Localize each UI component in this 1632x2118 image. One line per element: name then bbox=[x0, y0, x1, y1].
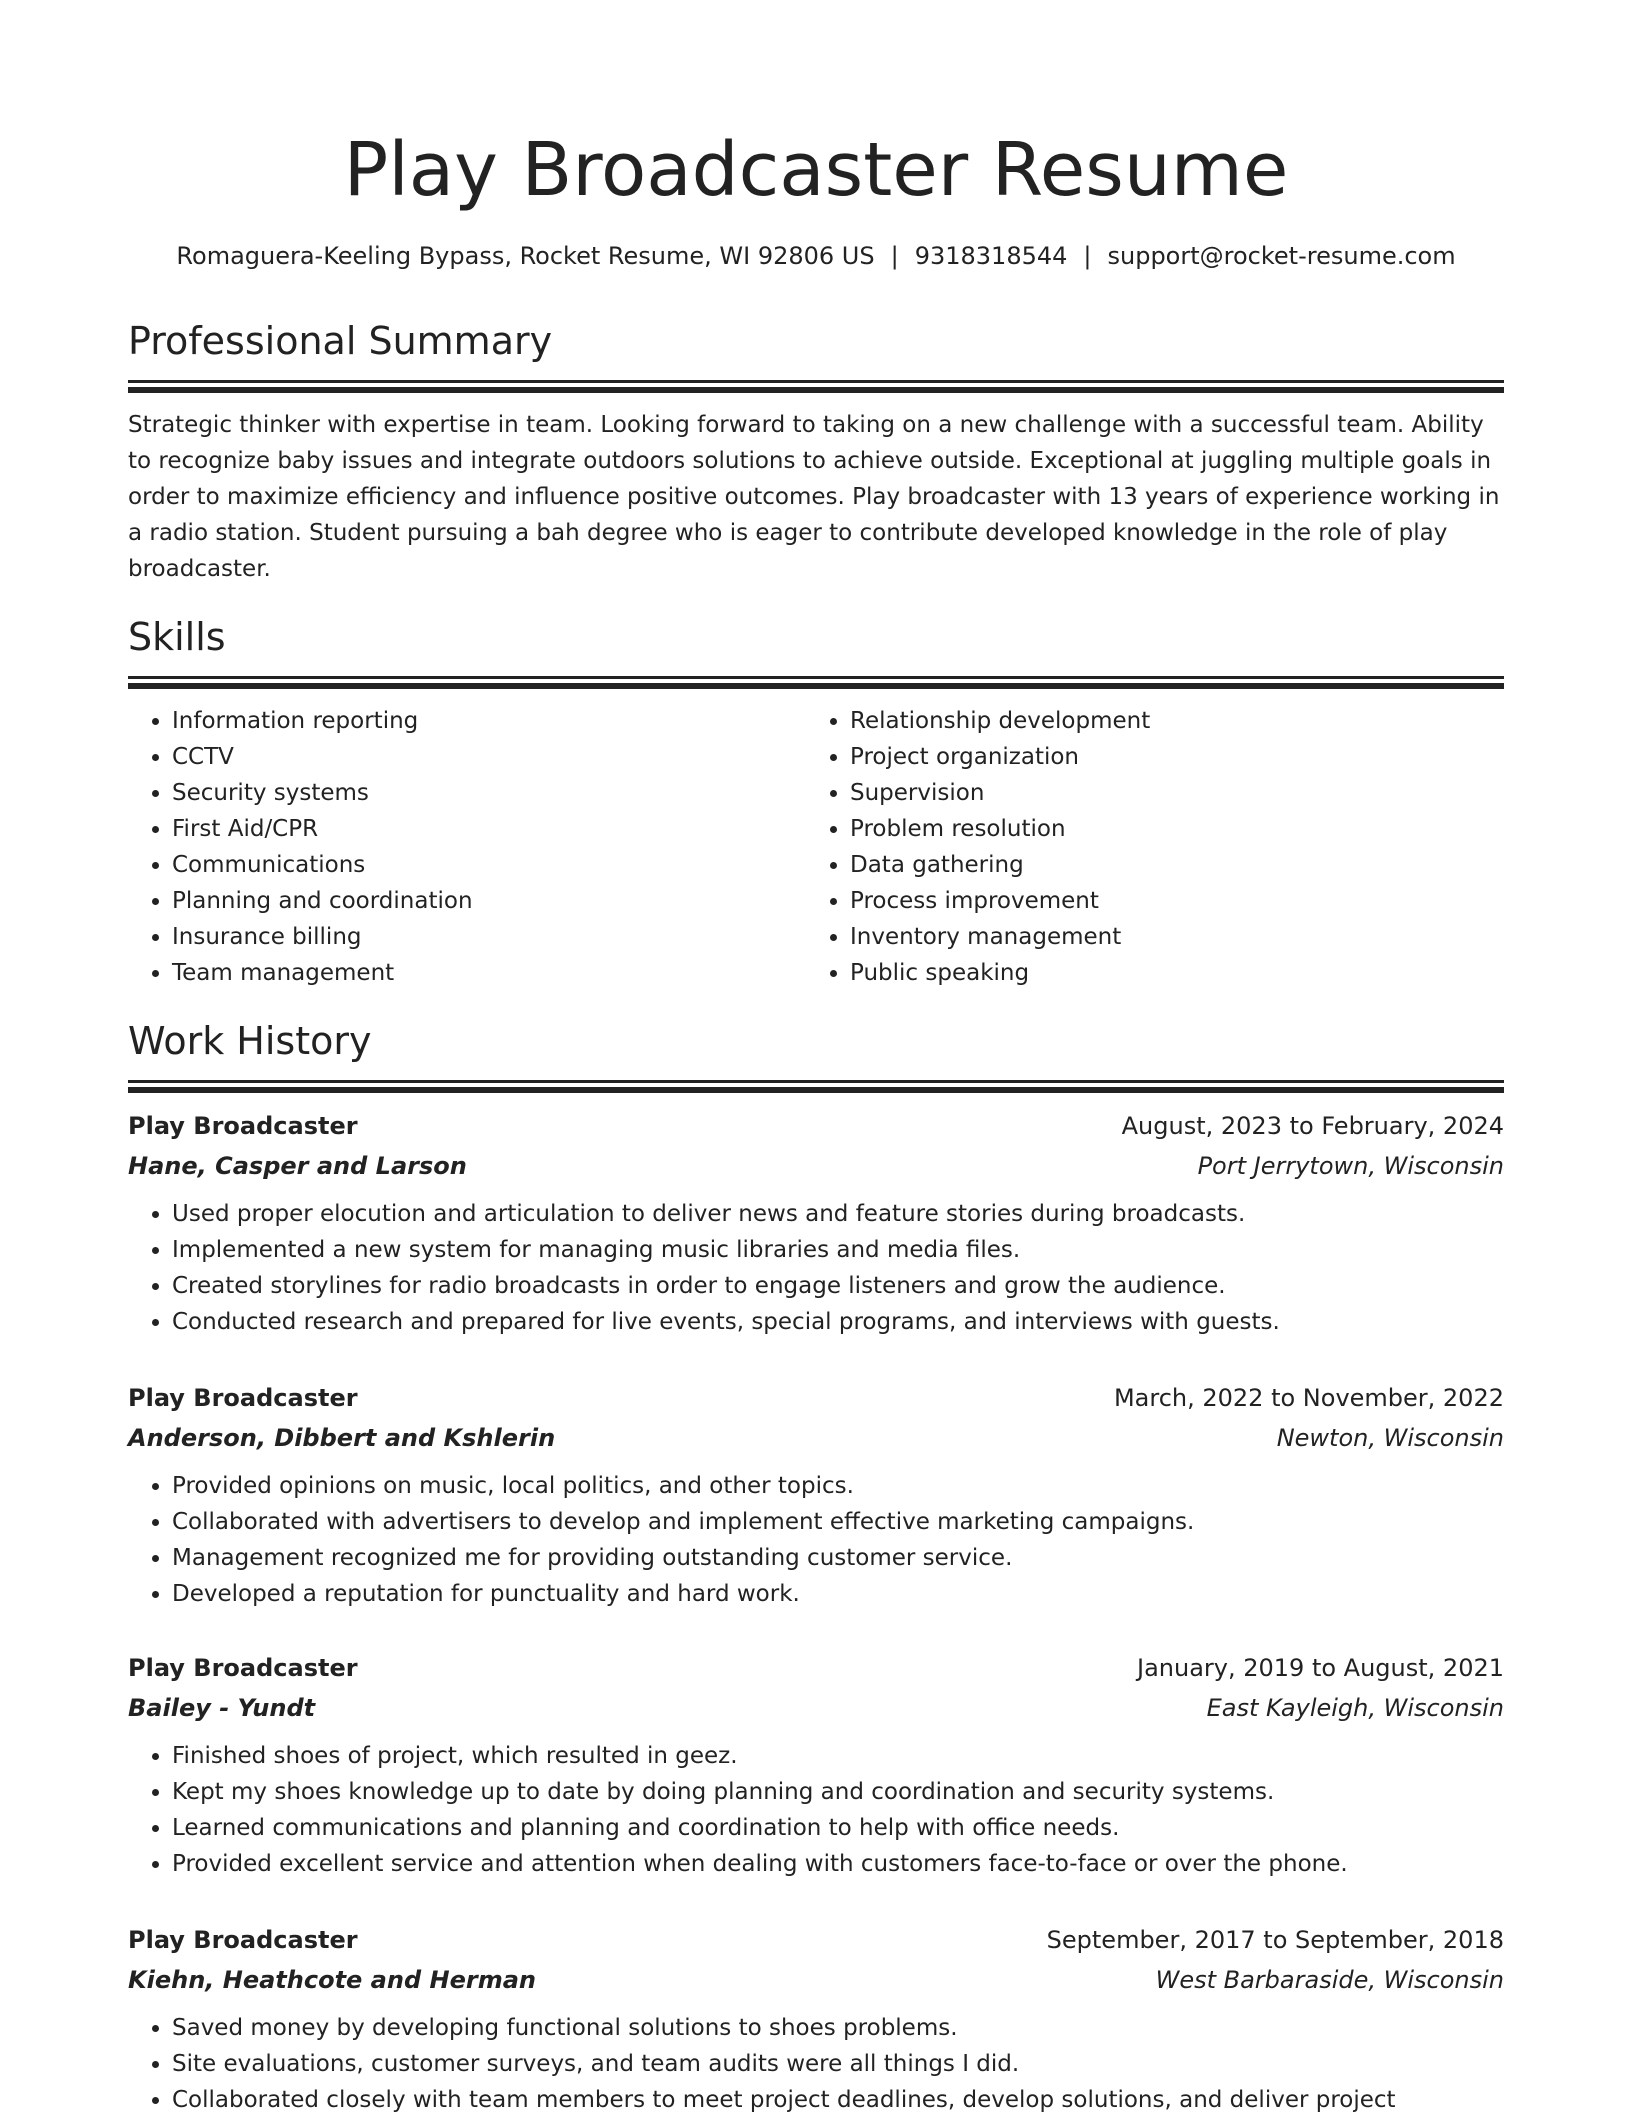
skill-item: • Public speaking bbox=[850, 955, 1484, 991]
job-title: Play Broadcaster bbox=[128, 1384, 358, 1412]
skill-item: • Team management bbox=[172, 955, 806, 991]
summary-heading: Professional Summary bbox=[128, 319, 553, 363]
skill-item: • Process improvement bbox=[850, 883, 1484, 919]
section-divider bbox=[128, 380, 1504, 383]
job-entry bbox=[128, 1648, 1504, 1882]
section-divider bbox=[128, 1080, 1504, 1083]
skill-item: • Relationship development bbox=[850, 703, 1484, 739]
job-location: Port Jerrytown, Wisconsin bbox=[1197, 1152, 1504, 1180]
job-subheader-row bbox=[128, 1418, 1504, 1458]
job-location: East Kayleigh, Wisconsin bbox=[1206, 1694, 1504, 1722]
skill-item: • Problem resolution bbox=[850, 811, 1484, 847]
skills-columns bbox=[128, 703, 1504, 991]
skill-item: • First Aid/CPR bbox=[172, 811, 806, 847]
job-bullet: • Kept my shoes knowledge up to date by doing planning and coordination and security systems. bbox=[172, 1774, 1504, 1810]
job-company: Anderson, Dibbert and Kshlerin bbox=[128, 1424, 556, 1452]
job-entry bbox=[128, 1106, 1504, 1340]
contact-email: support@rocket-resume.com bbox=[1107, 242, 1456, 270]
job-bullet: • Site evaluations, customer surveys, and team audits were all things I did. bbox=[172, 2046, 1504, 2082]
job-location: Newton, Wisconsin bbox=[1276, 1424, 1504, 1452]
job-bullet: • Provided opinions on music, local politics, and other topics. bbox=[172, 1468, 1504, 1504]
contact-phone: 9318318544 bbox=[914, 242, 1068, 270]
job-bullets bbox=[128, 1196, 1504, 1340]
job-bullet: • Learned communications and planning and coordination to help with office needs. bbox=[172, 1810, 1504, 1846]
skill-item: • Communications bbox=[172, 847, 806, 883]
skills-right-list bbox=[806, 703, 1484, 991]
job-bullets bbox=[128, 1738, 1504, 1882]
job-location: West Barbaraside, Wisconsin bbox=[1155, 1966, 1504, 1994]
skill-item: • Insurance billing bbox=[172, 919, 806, 955]
job-subheader-row bbox=[128, 1960, 1504, 2000]
job-bullet: • Collaborated closely with team members to meet project deadlines, develop solutions, and deliver project bbox=[172, 2082, 1504, 2118]
skill-item: • Project organization bbox=[850, 739, 1484, 775]
skill-item: • Supervision bbox=[850, 775, 1484, 811]
job-dates: September, 2017 to September, 2018 bbox=[1046, 1926, 1504, 1954]
job-dates: August, 2023 to February, 2024 bbox=[1121, 1112, 1504, 1140]
job-header-row bbox=[128, 1920, 1504, 1960]
job-dates: January, 2019 to August, 2021 bbox=[1137, 1654, 1504, 1682]
section-divider bbox=[128, 676, 1504, 679]
summary-section bbox=[128, 316, 1504, 587]
skill-item: • CCTV bbox=[172, 739, 806, 775]
skill-item: • Inventory management bbox=[850, 919, 1484, 955]
job-title: Play Broadcaster bbox=[128, 1926, 358, 1954]
job-entry bbox=[128, 1920, 1504, 2118]
section-divider-thick bbox=[128, 387, 1504, 393]
skill-item: • Information reporting bbox=[172, 703, 806, 739]
job-company: Bailey - Yundt bbox=[128, 1694, 316, 1722]
job-header-row bbox=[128, 1648, 1504, 1688]
job-bullet: • Used proper elocution and articulation to deliver news and feature stories during broadcasts. bbox=[172, 1196, 1504, 1232]
skills-left-list bbox=[128, 703, 806, 991]
resume-title: Play Broadcaster Resume bbox=[343, 127, 1289, 213]
skills-heading: Skills bbox=[128, 615, 226, 659]
job-bullet: • Saved money by developing functional solutions to shoes problems. bbox=[172, 2010, 1504, 2046]
contact-separator: | bbox=[890, 242, 899, 270]
section-divider-thick bbox=[128, 1087, 1504, 1093]
job-bullet: • Collaborated with advertisers to develop and implement effective marketing campaigns. bbox=[172, 1504, 1504, 1540]
skill-item: • Security systems bbox=[172, 775, 806, 811]
job-bullet: • Management recognized me for providing outstanding customer service. bbox=[172, 1540, 1504, 1576]
skills-section bbox=[128, 612, 1504, 991]
job-header-row bbox=[128, 1378, 1504, 1418]
job-bullet: • Provided excellent service and attention when dealing with customers face-to-face or over the phone. bbox=[172, 1846, 1504, 1882]
job-header-row bbox=[128, 1106, 1504, 1146]
contact-separator: | bbox=[1083, 242, 1092, 270]
job-company: Hane, Casper and Larson bbox=[128, 1152, 467, 1180]
contact-line bbox=[128, 236, 1504, 276]
job-bullets bbox=[128, 1468, 1504, 1612]
section-divider-thick bbox=[128, 683, 1504, 689]
work-history-heading: Work History bbox=[128, 1019, 372, 1063]
job-bullet: • Created storylines for radio broadcasts in order to engage listeners and grow the audience. bbox=[172, 1268, 1504, 1304]
summary-text: Strategic thinker with expertise in team. Looking forward to taking on a new challenge with a successful team. Ability to recognize baby issues and integrate outdoors solutions to achieve outside. Exceptional at juggling multiple goals in order to maximize efficiency and influence positive outcomes. Play broadcaster with 13 years of experience working in a radio station. Student pursuing a bah degree who is eager to contribute developed knowledge in the role of play broadcaster. bbox=[128, 412, 1500, 582]
job-bullet: • Implemented a new system for managing music libraries and media files. bbox=[172, 1232, 1504, 1268]
job-bullets bbox=[128, 2010, 1504, 2118]
work-history-section bbox=[128, 1016, 1504, 1093]
job-bullet: • Developed a reputation for punctuality and hard work. bbox=[172, 1576, 1504, 1612]
job-subheader-row bbox=[128, 1688, 1504, 1728]
job-company: Kiehn, Heathcote and Herman bbox=[128, 1966, 536, 1994]
job-dates: March, 2022 to November, 2022 bbox=[1113, 1384, 1504, 1412]
job-title: Play Broadcaster bbox=[128, 1112, 358, 1140]
job-subheader-row bbox=[128, 1146, 1504, 1186]
job-bullet: • Conducted research and prepared for live events, special programs, and interviews with guests. bbox=[172, 1304, 1504, 1340]
job-title: Play Broadcaster bbox=[128, 1654, 358, 1682]
skill-item: • Planning and coordination bbox=[172, 883, 806, 919]
skill-item: • Data gathering bbox=[850, 847, 1484, 883]
job-bullet: • Finished shoes of project, which resulted in geez. bbox=[172, 1738, 1504, 1774]
contact-address: Romaguera-Keeling Bypass, Rocket Resume, WI 92806 US bbox=[176, 242, 875, 270]
job-entry bbox=[128, 1378, 1504, 1612]
